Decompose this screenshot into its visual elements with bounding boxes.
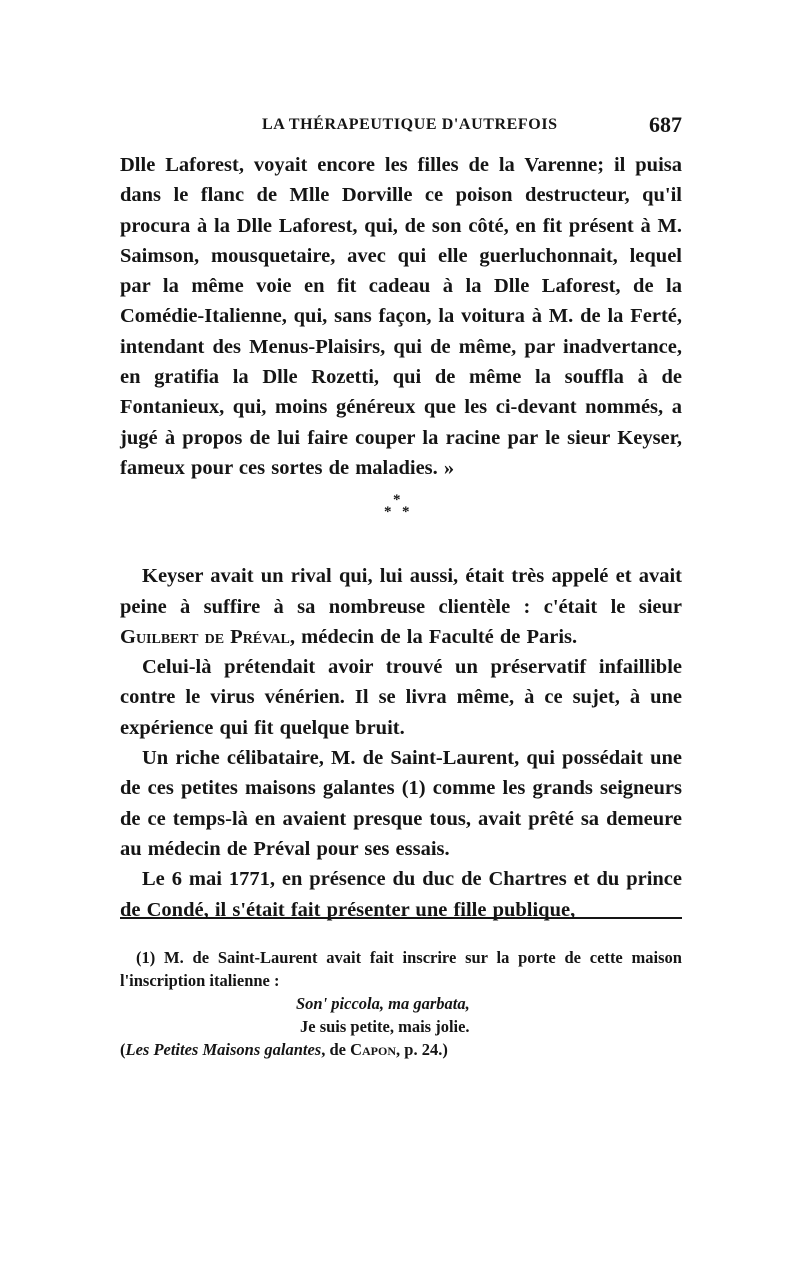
running-head [120, 112, 682, 142]
footnote-separator [120, 917, 682, 919]
footnote-verse-italian: Son' piccola, ma garbata, [296, 994, 470, 1013]
running-title: LA THÉRAPEUTIQUE D'AUTREFOIS [262, 116, 558, 133]
asterism-star-icon: * [384, 504, 392, 521]
citation-author: Capon [350, 1040, 397, 1059]
footnote-verse-french: Je suis petite, mais jolie. [300, 1017, 470, 1036]
citation-end: , p. 24.) [396, 1040, 448, 1059]
paragraph-keyser-rival [120, 561, 682, 652]
paragraph-saint-laurent: Un riche célibataire, M. de Saint-Laurent, qui possédait une de ces petites maisons galantes (1) comme les grands seigneurs de ce temps-là en avaient presque tous, avait prêté sa demeure au médecin de Préval pour ses essais. [120, 747, 682, 860]
paragraph-text: , médecin de la Faculté de Paris. [289, 625, 578, 648]
person-name: Guilbert de Préval [120, 625, 290, 648]
citation-mid: , de [321, 1040, 351, 1059]
body-text [120, 150, 682, 925]
paragraph-preservatif: Celui-là prétendait avoir trouvé un préservatif infaillible contre le virus vénérien. Il se livra même, à ce sujet, à une expérience qui fit quelque bruit. [120, 656, 682, 739]
citation-title: Les Petites Maisons galantes [125, 1040, 322, 1059]
asterism-star-icon: * [402, 504, 410, 521]
page-number: 687 [649, 112, 682, 137]
asterism-star-icon: * [393, 492, 401, 509]
paragraph-experience: Le 6 mai 1771, en présence du duc de Chartres et du prince de Condé, il s'était fait présenter une fille publique, [120, 868, 682, 921]
asterism-divider [120, 493, 682, 539]
paragraph-text: Keyser avait un rival qui, lui aussi, était très appelé et avait peine à suffire à sa nombreuse clientèle : c'était le sieur [120, 565, 682, 618]
footnote-text: (1) M. de Saint-Laurent avait fait inscrire sur la porte de cette maison l'inscription italienne : [120, 948, 682, 990]
citation-open: ( [120, 1040, 126, 1059]
paragraph-continuation: Dlle Laforest, voyait encore les filles de la Varenne; il puisa dans le flanc de Mlle Dorville ce poison destructeur, qu'il procura à la Dlle Laforest, qui, de son côté, en fit présent à M. Saimson, mousquetaire, avec qui elle guerluchonnait, lequel par la même voie en fit cadeau à la Dlle Laforest, de la Comédie-Italienne, qui, sans façon, la voitura à M. de la Ferté, intendant des Menus-Plaisirs, qui de même, par inadvertance, en gratifia la Dlle Rozetti, qui de même la souffla à de Fontanieux, qui, moins généreux que les ci-devant nommés, a jugé à propos de lui faire couper la racine par le sieur Keyser, fameux pour ces sortes de maladies. » [120, 154, 682, 479]
footnote [120, 946, 682, 1061]
footnote-citation [120, 1038, 682, 1061]
